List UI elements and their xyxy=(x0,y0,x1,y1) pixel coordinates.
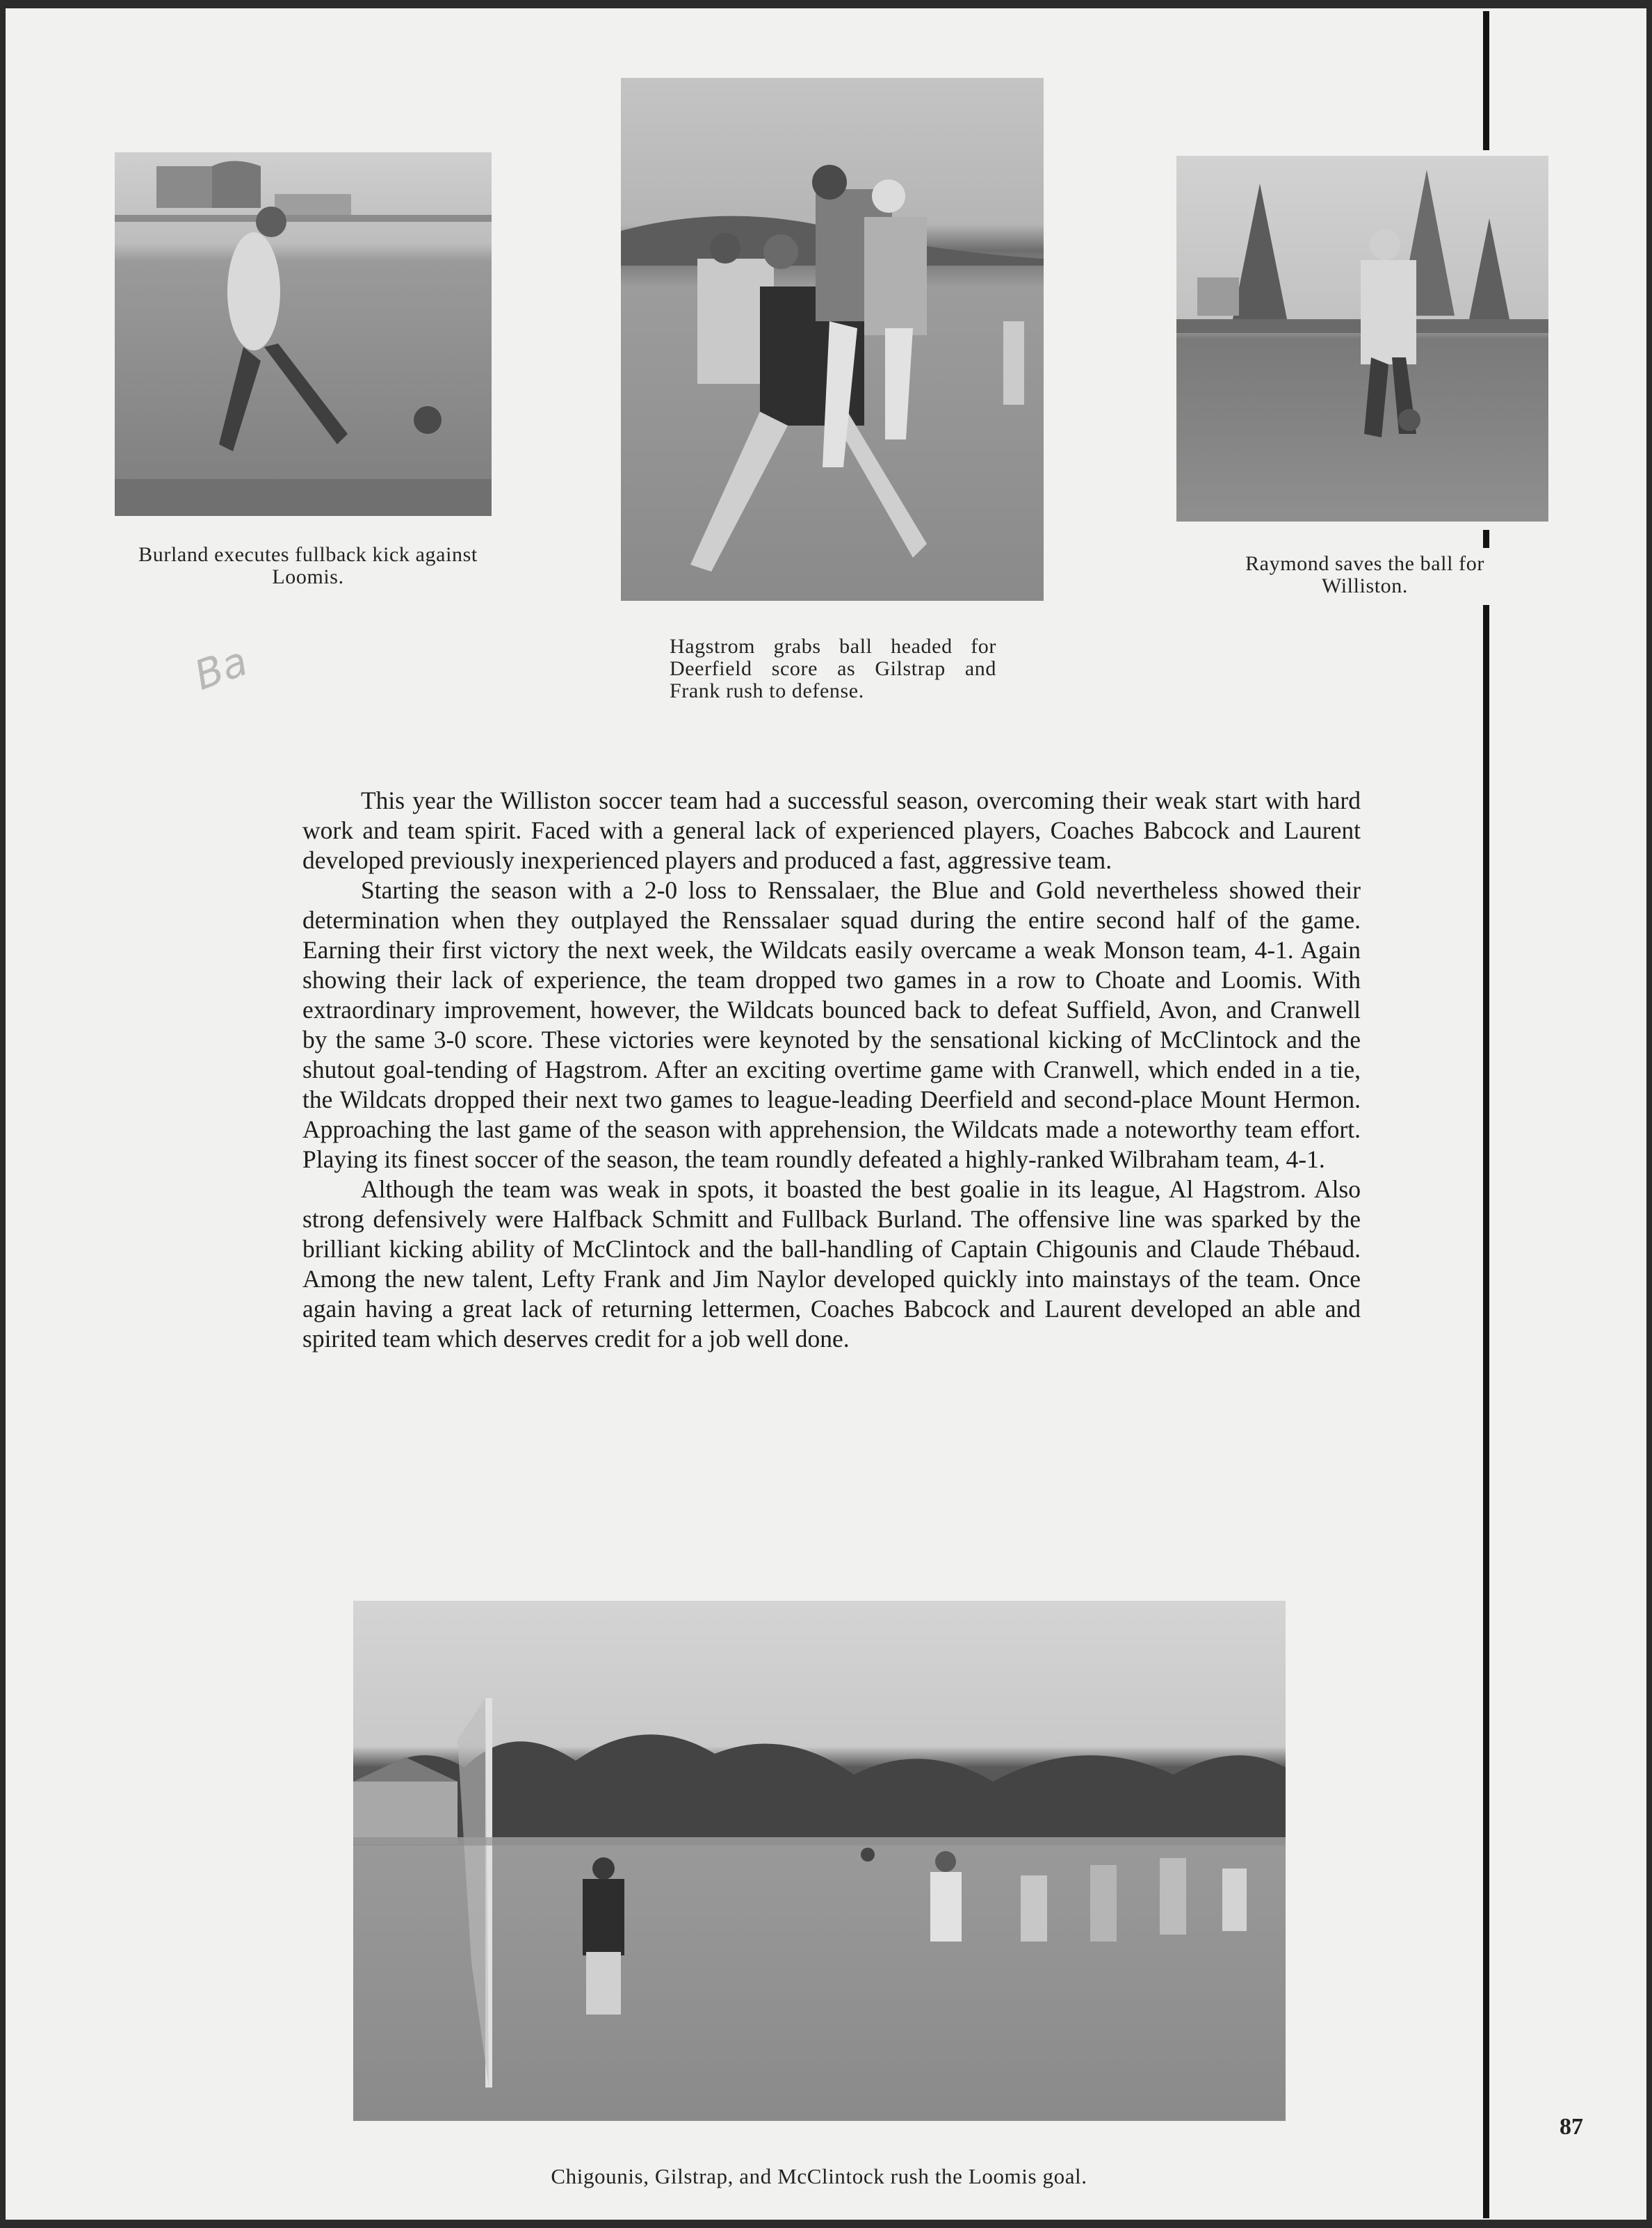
article-paragraph-1: This year the Williston soccer team had a successful season, overcoming their weak start with hard work and team spirit. Faced with a general lack of experienced players, Coaches Babcock and Laurent developed previously inexperienced players and produced a fast, aggressive team. xyxy=(302,786,1361,874)
article-paragraph-3: Although the team was weak in spots, it boasted the best goalie in its league, Al Hagstrom. Also strong defensively were Halfback Schmitt and Fullback Burland. The offensive line was sparked by the brilliant kicking ability of McClintock and the ball-handling of Captain Chigounis and Claude Thébaud. Among the new talent, Lefty Frank and Jim Naylor developed quickly into mainstays of the team. Once again having a great lack of returning lettermen, Coaches Babcock and Laurent developed an able and spirited team which deserves credit for a job well done. xyxy=(302,1175,1361,1353)
page-number: 87 xyxy=(1560,2114,1583,2140)
photo-hagstrom-header-image xyxy=(621,78,1044,601)
edge-rule-lower xyxy=(1483,605,1489,2218)
article-paragraph-2: Starting the season with a 2-0 loss to Renssalaer, the Blue and Gold nevertheless showed their determination when they outplayed the Renssalaer squad during the entire second half of the game. Earning their first victory the next week, the Wildcats easily overcame a weak Monson team, 4-1. Again showing their lack of experience, the team dropped two games in a row to Choate and Loomis. With extraordinary improvement, however, the Wildcats bounced back to defeat Suffield, Avon, and Cranwell by the same 3-0 score. These victories were keynoted by the sensational kicking of McClintock and the shutout goal-tending of Hagstrom. After an exciting overtime game with Cranwell, which ended in a tie, the Wildcats dropped their next two games to league-leading Deerfield and second-place Mount Hermon. Approaching the last game of the season with apprehension, the Wildcats made a noteworthy team effort. Playing its finest soccer of the season, the team roundly defeated a highly-ranked Wilbraham team, 4-1. xyxy=(302,876,1361,1173)
photo-burland-kick xyxy=(115,152,492,516)
photo-loomis-goal-rush-image xyxy=(353,1601,1286,2121)
article-body xyxy=(302,786,1361,1354)
edge-rule-upper xyxy=(1483,11,1489,150)
caption-burland: Burland executes fullback kick against Loomis. xyxy=(138,543,478,588)
photo-raymond-save-image xyxy=(1176,156,1548,522)
caption-hagstrom: Hagstrom grabs ball headed for Deerfield score as Gilstrap and Frank rush to defense. xyxy=(670,635,996,702)
yearbook-page xyxy=(6,8,1646,2220)
photo-loomis-goal-rush xyxy=(353,1601,1286,2121)
pencil-margin-note: Ba xyxy=(188,637,254,700)
edge-rule-mark xyxy=(1483,530,1489,548)
photo-hagstrom-header xyxy=(621,78,1044,601)
caption-loomis-goal: Chigounis, Gilstrap, and McClintock rush the Loomis goal. xyxy=(551,2164,1087,2188)
photo-raymond-save xyxy=(1176,156,1548,522)
photo-burland-kick-image xyxy=(115,152,492,516)
caption-raymond: Raymond saves the ball for Williston. xyxy=(1245,552,1484,597)
